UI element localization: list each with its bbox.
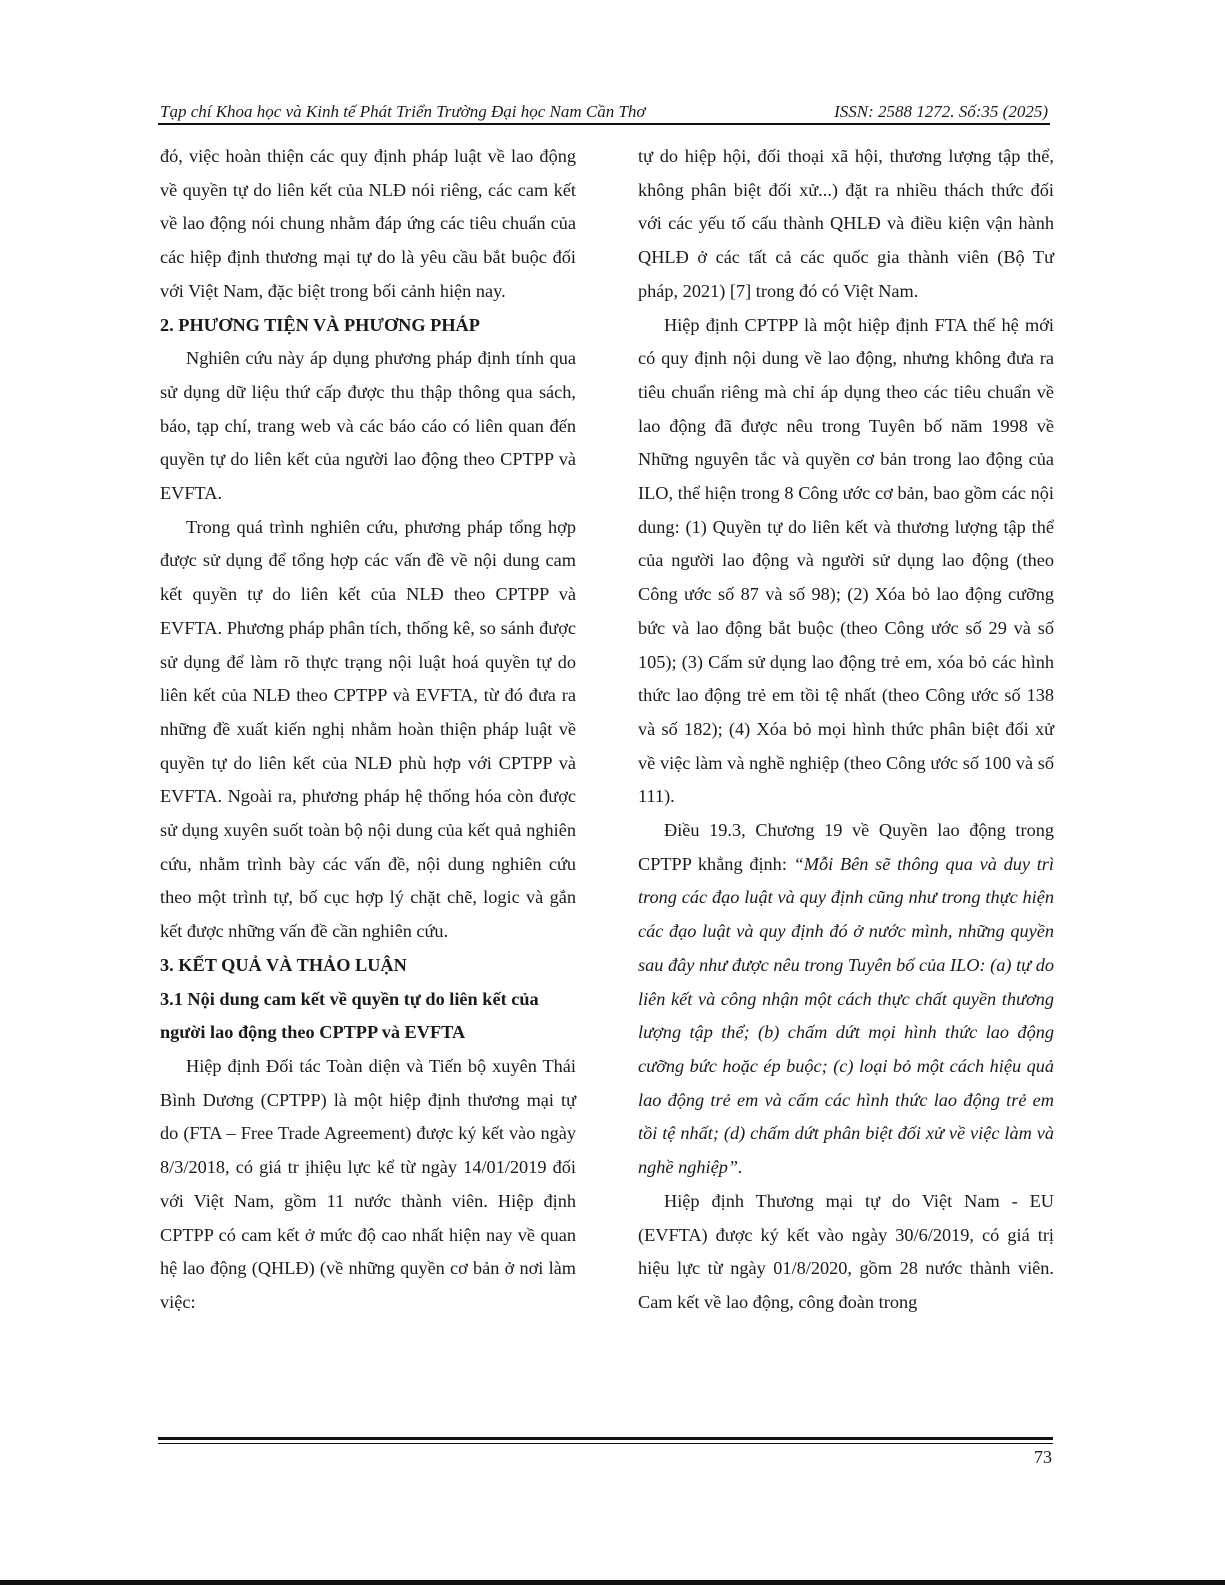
paragraph-continued: tự do hiệp hội, đối thoại xã hội, thương lượng tập thể, không phân biệt đối xử...) đặt ra nhiều thách thức đối với các yếu tố cấu thành QHLĐ và điều kiện vận hành QHLĐ ở các tất cả các quốc gia thành viên (Bộ Tư pháp, 2021) [7] trong đó có Việt Nam.	[638, 146, 1054, 301]
footer-rule-thin	[158, 1443, 1053, 1444]
subsection-heading: 3.1 Nội dung cam kết về quyền tự do liên kết của người lao động theo CPTPP và EVFTA	[160, 988, 539, 1043]
paragraph-article	[638, 814, 1054, 1185]
page-number: 73	[1034, 1447, 1052, 1467]
paragraph-cptpp: Hiệp định Đối tác Toàn diện và Tiến bộ xuyên Thái Bình Dương (CPTPP) là một hiệp định thương mại tự do (FTA – Free Trade Agreement) được ký kết vào ngày 8/3/2018, có giá tr ịhiệu lực kể từ ngày 14/01/2019 đối với Việt Nam, gồm 11 nước thành viên. Hiệp định CPTPP có cam kết ở mức độ cao nhất hiện nay về quan hệ lao động (QHLĐ) (về những quyền cơ bản ở nơi làm việc:	[160, 1055, 576, 1312]
paragraph-evfta: Hiệp định Thương mại tự do Việt Nam - EU (EVFTA) được ký kết vào ngày 30/6/2019, có giá trị hiệu lực từ ngày 01/8/2020, gồm 28 nước thành viên. Cam kết về lao động, công đoàn trong	[638, 1190, 1054, 1312]
section-heading-results: 3. KẾT QUẢ VÀ THẢO LUẬN	[160, 954, 407, 975]
running-header	[158, 98, 1050, 122]
paragraph-methods-1: Nghiên cứu này áp dụng phương pháp định tính qua sử dụng dữ liệu thứ cấp được thu thập thông qua sách, báo, tạp chí, trang web và các báo cáo có liên quan đến quyền tự do liên kết của người lao động theo CPTPP và EVFTA.	[160, 348, 576, 504]
paragraph-intro-end: đó, việc hoàn thiện các quy định pháp luật về lao động về quyền tự do liên kết của NLĐ nói riêng, các cam kết về lao động nói chung nhằm đáp ứng các tiêu chuẩn của các hiệp định thương mại tự do là yêu cầu bắt buộc đối với Việt Nam, đặc biệt trong bối cảnh hiện nay.	[160, 146, 576, 301]
paragraph-methods-2: Trong quá trình nghiên cứu, phương pháp tổng hợp được sử dụng để tổng hợp các vấn đề về nội dung cam kết quyền tự do liên kết của NLĐ theo CPTPP và EVFTA. Phương pháp phân tích, thống kê, so sánh được sử dụng để làm rõ thực trạng nội luật hoá quyền tự do liên kết của NLĐ theo CPTPP và EVFTA, từ đó đưa ra những đề xuất kiến nghị nhằm hoàn thiện pháp luật về quyền tự do liên kết của NLĐ phù hợp với CPTPP và EVFTA. Ngoài ra, phương pháp hệ thống hóa còn được sử dụng xuyên suốt toàn bộ nội dung của kết quả nghiên cứu, nhằm trình bày các vấn đề, nội dung nghiên cứu theo một trình tự, bố cục hợp lý chặt chẽ, logic và gắn kết được những vấn đề cần nghiên cứu.	[160, 516, 576, 942]
article-quote: “Mỗi Bên sẽ thông qua và duy trì trong các đạo luật và quy định cũng như trong thực hiện các đạo luật và quy định đó ở nước mình, những quyền sau đây như được nêu trong Tuyên bố của ILO: (a) tự do liên kết và công nhận một cách thực chất quyền thương lượng tập thể; (b) chấm dứt mọi hình thức lao động cưỡng bức hoặc ép buộc; (c) loại bỏ một cách hiệu quả lao động trẻ em và cấm các hình thức lao động trẻ em tồi tệ nhất; (d) chấm dứt phân biệt đối xử về việc làm và nghề nghiệp”.	[638, 853, 1054, 1178]
scan-edge-bar	[0, 1580, 1225, 1585]
footer-rule-thick	[158, 1437, 1053, 1440]
section-heading-methods: 2. PHƯƠNG TIỆN VÀ PHƯƠNG PHÁP	[160, 314, 480, 335]
journal-title: Tạp chí Khoa học và Kinh tế Phát Triển Trường Đại học Nam Cần Thơ	[160, 102, 646, 121]
left-column	[160, 140, 576, 1320]
article-lead: Điều 19.3, Chương 19 về Quyền lao động trong CPTPP khẳng định:	[638, 820, 1054, 874]
header-rule	[158, 123, 1050, 125]
issn-label: ISSN: 2588 1272. Số:35 (2025)	[834, 102, 1048, 121]
right-column	[638, 140, 1054, 1320]
paragraph-fta-standards: Hiệp định CPTPP là một hiệp định FTA thế hệ mới có quy định nội dung về lao động, nhưng không đưa ra tiêu chuẩn riêng mà chỉ áp dụng theo các tiêu chuẩn về lao động đã được nêu trong Tuyên bố năm 1998 về Những nguyên tắc và quyền cơ bản trong lao động của ILO, thể hiện trong 8 Công ước cơ bản, bao gồm các nội dung: (1) Quyền tự do liên kết và thương lượng tập thể của người lao động và người sử dụng lao động (theo Công ước số 87 và số 98); (2) Xóa bỏ lao động cưỡng bức và lao động bắt buộc (theo Công ước số 29 và số 105); (3) Cấm sử dụng lao động trẻ em, xóa bỏ các hình thức lao động trẻ em tồi tệ nhất (theo Công ước số 138 và số 182); (4) Xóa bỏ mọi hình thức phân biệt đối xử về việc làm và nghề nghiệp (theo Công ước số 100 và số 111).	[638, 314, 1054, 807]
